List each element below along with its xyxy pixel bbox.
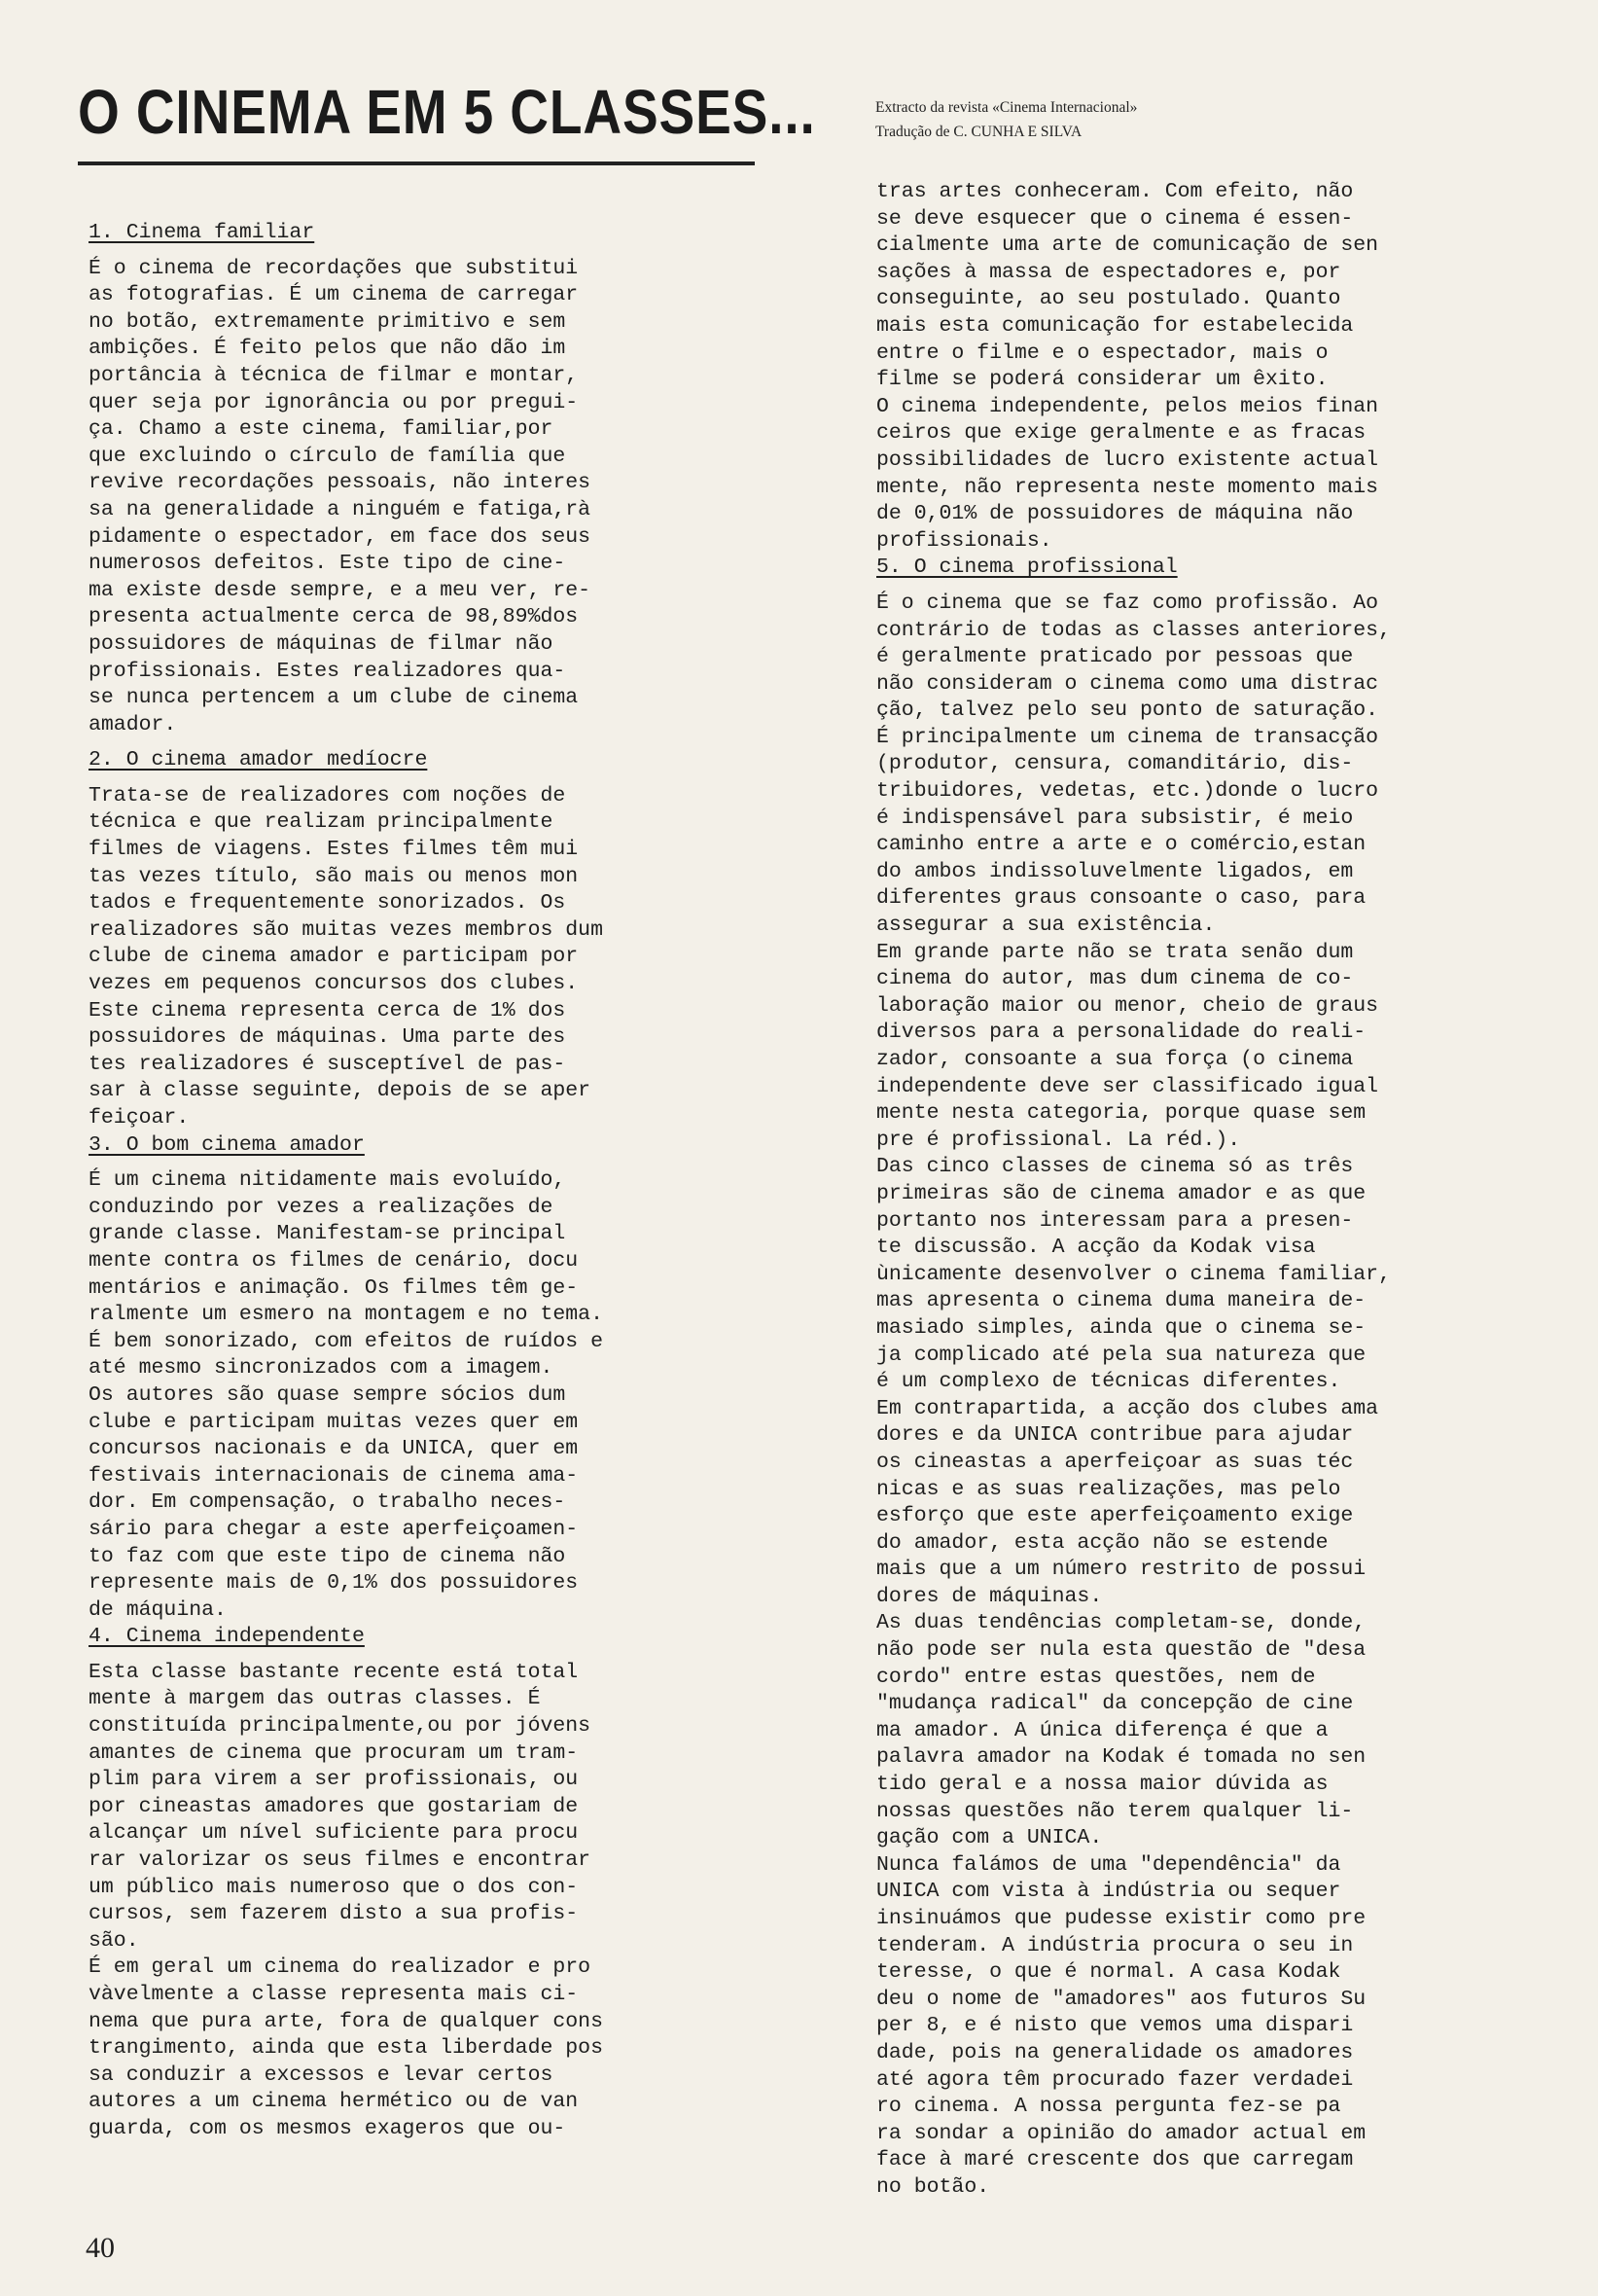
text-line: nicas e as suas realizações, mas pelo <box>876 1477 1341 1501</box>
text-line: O cinema independente, pelos meios finan <box>876 394 1379 418</box>
section-heading-5 <box>876 555 1538 582</box>
text-line: teresse, o que é normal. A casa Kodak <box>876 1960 1341 1985</box>
text-line: entre o filme e o espectador, mais o <box>876 341 1329 365</box>
section-heading-3 <box>89 1132 760 1160</box>
text-line: amantes de cinema que procuram um tram- <box>89 1740 579 1765</box>
section-4-body <box>89 1660 760 2143</box>
text-line: laboração maior ou menor, cheio de graus <box>876 993 1379 1018</box>
text-line: não consideram o cinema como uma distrac <box>876 671 1379 696</box>
text-line: clube de cinema amador e participam por <box>89 945 579 969</box>
text-line: conduzindo por vezes a realizações de <box>89 1195 553 1219</box>
text-line: guarda, com os mesmos exageros que ou- <box>89 2116 566 2140</box>
text-line: se nunca pertencem a um clube de cinema <box>89 686 579 710</box>
text-line: até mesmo sincronizados com a imagem. <box>89 1356 553 1381</box>
text-line: palavra amador na Kodak é tomada no sen <box>876 1745 1367 1770</box>
text-line: tenderam. A indústria procura o seu in <box>876 1933 1354 1957</box>
text-line: sar à classe seguinte, depois de se aper <box>89 1079 591 1103</box>
text-line: sações à massa de espectadores e, por <box>876 260 1341 284</box>
text-line: É principalmente um cinema de transacção <box>876 725 1379 749</box>
section-heading-2 <box>89 747 760 774</box>
text-line: to faz com que este tipo de cinema não <box>89 1544 566 1568</box>
text-line: dores e da UNICA contribue para ajudar <box>876 1423 1354 1448</box>
text-line: numerosos defeitos. Este tipo de cine- <box>89 552 566 576</box>
text-line: do amador, esta acção não se estende <box>876 1530 1329 1555</box>
text-line: cordo" entre estas questões, nem de <box>876 1665 1316 1689</box>
article-title: O CINEMA EM 5 CLASSES... <box>78 77 816 147</box>
text-line: É bem sonorizado, com efeitos de ruídos e <box>89 1329 603 1353</box>
text-line: conseguinte, ao seu postulado. Quanto <box>876 287 1341 311</box>
text-line: tras artes conheceram. Com efeito, não <box>876 180 1354 203</box>
text-line: pidamente o espectador, em face dos seus <box>89 524 591 549</box>
text-line: ralmente um esmero na montagem e no tema. <box>89 1303 603 1327</box>
section-heading-4-text: 4. Cinema independente <box>89 1625 365 1649</box>
text-line: concursos nacionais e da UNICA, quer em <box>89 1437 579 1461</box>
section-spacer <box>89 738 760 747</box>
text-line: sário para chegar a este aperfeiçoamen- <box>89 1517 579 1541</box>
text-line: ceiros que exige geralmente e as fracas <box>876 421 1367 446</box>
text-line: possuidores de máquinas. Uma parte des <box>89 1025 566 1050</box>
text-line: quer seja por ignorância ou por pregui- <box>89 390 579 414</box>
credit-source: Extracto da revista «Cinema Internacional» <box>875 99 1138 116</box>
article-credits <box>875 95 1137 144</box>
text-line: ja complicado até pela sua natureza que <box>876 1343 1367 1367</box>
section-heading-3-text: 3. O bom cinema amador <box>89 1132 365 1157</box>
text-line: presenta actualmente cerca de 98,89%dos <box>89 605 579 629</box>
text-line: contrário de todas as classes anteriores, <box>876 618 1391 642</box>
text-line: esforço que este aperfeiçoamento exige <box>876 1504 1354 1528</box>
title-rule <box>78 161 755 165</box>
text-line: Este cinema representa cerca de 1% dos <box>89 998 566 1022</box>
text-line: cialmente uma arte de comunicação de sen <box>876 233 1379 258</box>
text-line: amador. <box>89 712 177 736</box>
text-line: se deve esquecer que o cinema é essen- <box>876 206 1354 231</box>
text-line: diversos para a personalidade do reali- <box>876 1021 1367 1045</box>
text-line: per 8, e é nisto que vemos uma dispari <box>876 2014 1354 2038</box>
text-line: portância à técnica de filmar e montar, <box>89 363 579 387</box>
text-line: tas vezes título, são mais ou menos mon <box>89 864 579 888</box>
section-spacer <box>89 247 760 256</box>
text-line: de máquina. <box>89 1597 227 1622</box>
text-line: Os autores são quase sempre sócios dum <box>89 1382 566 1407</box>
text-line: que excluindo o círculo de família que <box>89 444 566 468</box>
text-line: é indispensável para subsistir, é meio <box>876 806 1354 830</box>
left-column <box>89 220 760 2143</box>
text-line: dores de máquinas. <box>876 1584 1103 1608</box>
text-line: mas apresenta o cinema duma maneira de- <box>876 1289 1367 1313</box>
section-5-body <box>876 591 1538 2202</box>
text-line: assegurar a sua existência. <box>876 914 1216 938</box>
section-spacer <box>89 774 760 783</box>
text-line: te discussão. A acção da Kodak visa <box>876 1236 1316 1260</box>
text-line: autores a um cinema hermético ou de van <box>89 2090 579 2114</box>
text-line: plim para virem a ser profissionais, ou <box>89 1768 579 1792</box>
text-line: ùnicamente desenvolver o cinema familiar, <box>876 1262 1391 1286</box>
section-heading-2-text: 2. O cinema amador medíocre <box>89 748 428 772</box>
text-line: no botão, extremamente primitivo e sem <box>89 309 566 334</box>
text-line: É um cinema nitidamente mais evoluído, <box>89 1168 566 1193</box>
text-line: os cineastas a aperfeiçoar as suas téc <box>876 1450 1354 1474</box>
text-line: mente, não representa neste momento mais <box>876 475 1379 499</box>
text-line: no botão. <box>876 2174 990 2199</box>
section-heading-1 <box>89 220 760 247</box>
text-line: mente contra os filmes de cenário, docu <box>89 1248 579 1273</box>
text-line: Em grande parte não se trata senão dum <box>876 940 1354 964</box>
text-line: até agora têm procurado fazer verdadei <box>876 2067 1354 2092</box>
text-line: face à maré crescente dos que carregam <box>876 2148 1354 2172</box>
text-line: sa na generalidade a ninguém e fatiga,rà <box>89 497 591 521</box>
text-line: primeiras são de cinema amador e as que <box>876 1181 1367 1205</box>
text-line: profissionais. <box>876 528 1052 553</box>
text-line: insinuámos que pudesse existir como pre <box>876 1907 1367 1930</box>
text-line: Das cinco classes de cinema só as três <box>876 1155 1354 1179</box>
text-line: As duas tendências completam-se, donde, <box>876 1611 1367 1635</box>
text-line: ma existe desde sempre, e a meu ver, re- <box>89 578 591 602</box>
text-line: É o cinema de recordações que substitui <box>89 256 579 280</box>
text-line: (produtor, censura, comanditário, dis- <box>876 752 1354 776</box>
text-line: cursos, sem fazerem disto a sua profis- <box>89 1902 579 1926</box>
section-spacer <box>89 1159 760 1167</box>
text-line: dade, pois na generalidade os amadores <box>876 2040 1354 2064</box>
text-line: filme se poderá considerar um êxito. <box>876 368 1329 392</box>
text-line: dor. Em compensação, o trabalho neces- <box>89 1490 566 1515</box>
text-line: tribuidores, vedetas, etc.)donde o lucro <box>876 779 1379 804</box>
section-1-body <box>89 256 760 739</box>
text-line: caminho entre a arte e o comércio,estan <box>876 833 1367 857</box>
text-line: mente nesta categoria, porque quase sem <box>876 1101 1367 1126</box>
text-line: grande classe. Manifestam-se principal <box>89 1222 566 1246</box>
text-line: É o cinema que se faz como profissão. Ao <box>876 591 1379 615</box>
text-line: vezes em pequenos concursos dos clubes. <box>89 972 579 996</box>
text-line: ção, talvez pelo seu ponto de saturação. <box>876 699 1379 723</box>
text-line: feiçoar. <box>89 1106 190 1130</box>
text-line: Trata-se de realizadores com noções de <box>89 783 566 807</box>
section-heading-5-text: 5. O cinema profissional <box>876 556 1178 580</box>
text-line: mais esta comunicação for estabelecida <box>876 313 1354 338</box>
section-3-body <box>89 1167 760 1624</box>
text-line: ambições. É feito pelos que não dão im <box>89 337 566 361</box>
section-heading-1-text: 1. Cinema familiar <box>89 221 315 244</box>
section-4-continued <box>876 179 1538 555</box>
text-line: profissionais. Estes realizadores qua- <box>89 659 566 683</box>
text-line: zador, consoante a sua força (o cinema <box>876 1048 1354 1071</box>
text-line: ma amador. A única diferença é que a <box>876 1718 1329 1742</box>
right-column <box>876 179 1538 2202</box>
text-line: é geralmente praticado por pessoas que <box>876 645 1354 669</box>
credit-translation: Tradução de C. CUNHA E SILVA <box>875 124 1083 140</box>
text-line: Nunca falámos de uma "dependência" da <box>876 1852 1341 1877</box>
section-2-body <box>89 783 760 1132</box>
text-line: clube e participam muitas vezes quer em <box>89 1410 579 1434</box>
text-line: trangimento, ainda que esta liberdade pos <box>89 2036 603 2061</box>
text-line: pre é profissional. La réd.). <box>876 1128 1241 1152</box>
text-line: constituída principalmente,ou por jóvens <box>89 1714 591 1739</box>
text-line: ça. Chamo a este cinema, familiar,por <box>89 417 553 442</box>
text-line: do ambos indissoluvelmente ligados, em <box>876 859 1354 883</box>
page-number: 40 <box>86 2232 115 2264</box>
text-line: são. <box>89 1928 139 1953</box>
text-line: nema que pura arte, fora de qualquer cons <box>89 2009 603 2033</box>
text-line: alcançar um nível suficiente para procu <box>89 1821 579 1846</box>
text-line: realizadores são muitas vezes membros dum <box>89 917 603 942</box>
section-spacer <box>876 582 1538 591</box>
text-line: de 0,01% de possuidores de máquina não <box>876 502 1354 526</box>
text-line: ra sondar a opinião do amador actual em <box>876 2121 1367 2145</box>
text-line: é um complexo de técnicas diferentes. <box>876 1370 1341 1394</box>
text-line: rar valorizar os seus filmes e encontrar <box>89 1848 591 1873</box>
text-line: técnica e que realizam principalmente <box>89 810 553 835</box>
text-line: as fotografias. É um cinema de carregar <box>89 283 579 307</box>
text-line: portanto nos interessam para a presen- <box>876 1208 1354 1233</box>
text-line: mente à margem das outras classes. É <box>89 1687 541 1711</box>
text-line: não pode ser nula esta questão de "desa <box>876 1638 1367 1663</box>
text-line: sa conduzir a excessos e levar certos <box>89 2063 553 2087</box>
text-line: possuidores de máquinas de filmar não <box>89 631 553 656</box>
text-line: tido geral e a nossa maior dúvida as <box>876 1773 1329 1797</box>
section-spacer <box>89 1651 760 1660</box>
text-line: É em geral um cinema do realizador e pro <box>89 1955 591 1980</box>
text-line: nossas questões não terem qualquer li- <box>876 1799 1354 1823</box>
text-line: vàvelmente a classe representa mais ci- <box>89 1983 579 2006</box>
text-line: filmes de viagens. Estes filmes têm mui <box>89 838 579 862</box>
text-line: por cineastas amadores que gostariam de <box>89 1794 579 1818</box>
text-line: cinema do autor, mas dum cinema de co- <box>876 967 1354 991</box>
section-heading-4 <box>89 1624 760 1651</box>
text-line: represente mais de 0,1% dos possuidores <box>89 1571 579 1596</box>
text-line: um público mais numeroso que o dos con- <box>89 1875 579 1899</box>
text-line: "mudança radical" da concepção de cine <box>876 1692 1354 1716</box>
text-line: Em contrapartida, a acção dos clubes ama <box>876 1396 1379 1420</box>
text-line: deu o nome de "amadores" aos futuros Su <box>876 1987 1367 2011</box>
text-line: revive recordações pessoais, não interes <box>89 471 591 495</box>
text-line: UNICA com vista à indústria ou sequer <box>876 1880 1341 1904</box>
text-line: independente deve ser classificado igual <box>876 1074 1379 1098</box>
text-line: diferentes graus consoante o caso, para <box>876 886 1367 911</box>
text-line: mentários e animação. Os filmes têm ge- <box>89 1275 579 1300</box>
text-line: possibilidades de lucro existente actual <box>876 448 1379 472</box>
text-line: festivais internacionais de cinema ama- <box>89 1463 579 1488</box>
text-line: Esta classe bastante recente está total <box>89 1660 579 1684</box>
text-line: masiado simples, ainda que o cinema se- <box>876 1315 1367 1340</box>
text-line: mais que a um número restrito de possui <box>876 1558 1367 1582</box>
text-line: tados e frequentemente sonorizados. Os <box>89 891 566 915</box>
text-line: tes realizadores é susceptível de pas- <box>89 1052 566 1076</box>
text-line: ro cinema. A nossa pergunta fez-se pa <box>876 2095 1341 2119</box>
text-line: gação com a UNICA. <box>876 1826 1103 1850</box>
